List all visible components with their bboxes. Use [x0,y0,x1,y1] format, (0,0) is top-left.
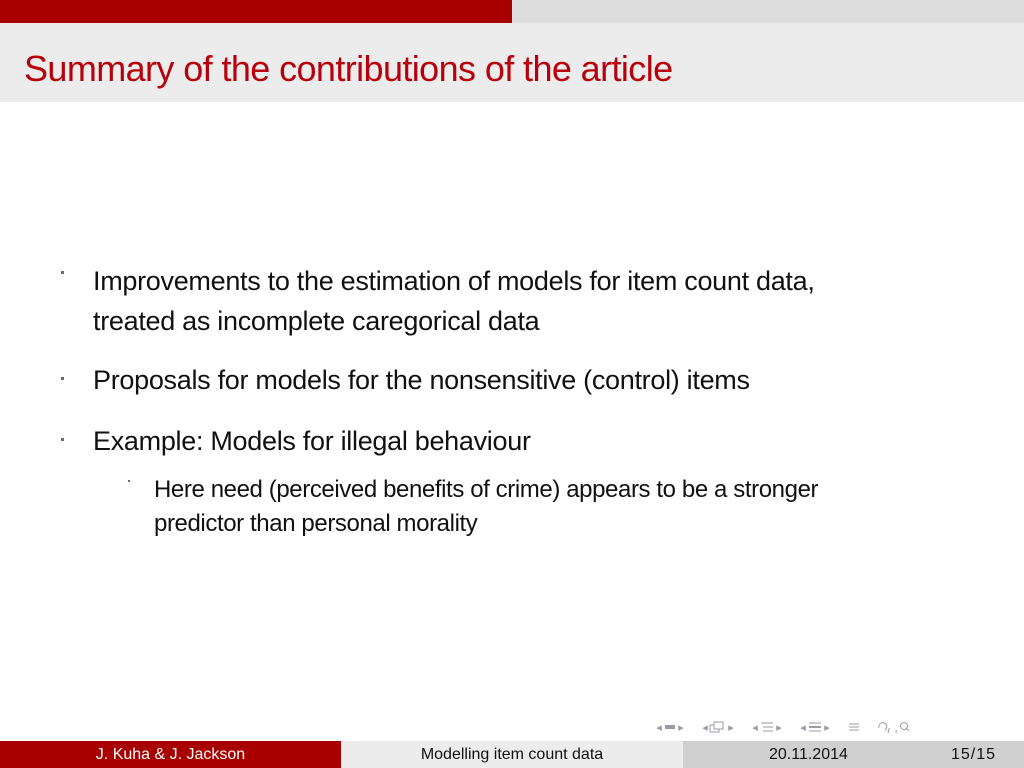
progress-bar [0,0,1024,23]
nav-align-icon[interactable] [847,721,861,733]
nav-subsection-icon[interactable]: ◂ ▸ [752,721,782,734]
bullet-line: Improvements to the estimation of models for item count data, [93,266,815,296]
bullet-item [93,360,750,400]
footer-date: 20.11.2014 [769,745,848,763]
bullet-icon [61,377,64,380]
navigation-bar [655,719,927,735]
nav-first-frame-icon[interactable]: ◂ ▸ [656,721,684,734]
bullet-item [93,261,815,341]
nav-section-icon[interactable]: ◂ ▸ [800,721,830,734]
bullet-icon [61,438,64,441]
bullet-line: Proposals for models for the nonsensitive (control) items [93,365,750,395]
footer-title: Modelling item count data [341,741,683,768]
sub-bullet-item [154,473,818,541]
footer-page-number: 15/15 [950,745,996,763]
sub-bullet-line: predictor than personal morality [154,510,478,537]
footer-authors: J. Kuha & J. Jackson [0,741,341,768]
slide-title: Summary of the contributions of the article [24,48,673,89]
bullet-icon [61,271,64,274]
nav-search-icon[interactable] [877,721,911,733]
sub-bullet-icon [128,480,130,482]
bullet-line: Example: Models for illegal behaviour [93,426,531,456]
nav-frame-icon[interactable]: ◂ ▸ [702,721,734,734]
footer-info [683,741,1024,768]
sub-bullet-line: Here need (perceived benefits of crime) appears to be a stronger [154,476,819,503]
footer [0,741,1024,768]
bullet-item [93,421,531,461]
bullet-line: treated as incomplete caregorical data [93,306,540,336]
progress-bar-fill [0,0,512,23]
